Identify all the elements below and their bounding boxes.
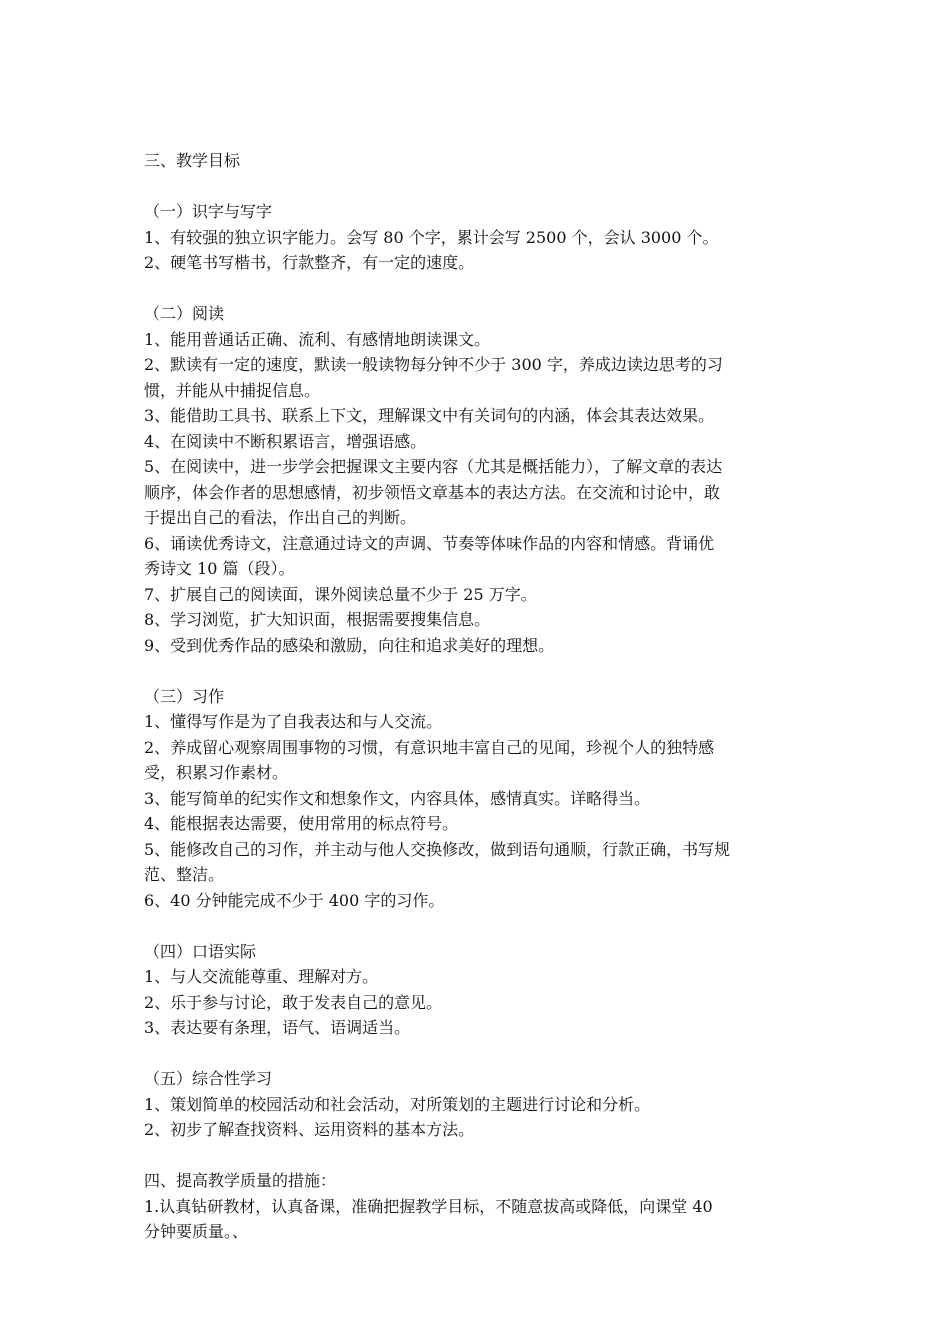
list-item: 4、在阅读中不断积累语言，增强语感。 — [144, 431, 427, 451]
list-item: 5、在阅读中，进一步学会把握课文主要内容（尤其是概括能力），了解文章的表达 — [144, 457, 723, 476]
list-item: 1、能用普通话正确、流利、有感情地朗读课文。 — [144, 329, 491, 349]
list-item: 7、扩展自己的阅读面，课外阅读总量不少于 25 万字。 — [144, 584, 537, 604]
list-item: 5、能修改自己的习作，并主动与他人交换修改，做到语句通顺，行款正确，书写规 — [144, 839, 731, 859]
list-item-continued: 受，积累习作素材。 — [144, 763, 289, 782]
list-item: 1、有较强的独立识字能力。会写 80 个字，累计会写 2500 个，会认 3000 个。 — [144, 227, 719, 247]
spacer — [144, 1041, 816, 1067]
list-item-continued: 秀诗文 10 篇（段）。 — [144, 559, 295, 578]
list-item: 3、能借助工具书、联系上下文，理解课文中有关词句的内涵，体会其表达效果。 — [144, 406, 715, 425]
spacer — [144, 174, 816, 200]
list-item-continued: 范、整洁。 — [144, 865, 225, 884]
list-item: 2、默读有一定的速度，默读一般读物每分钟不少于 300 字，养成边读边思考的习 — [144, 355, 723, 374]
subsection-heading-literacy: （一）识字与写字 — [144, 202, 273, 221]
list-item: 3、能写简单的纪实作文和想象作文，内容具体，感情真实。详略得当。 — [144, 788, 651, 808]
list-item: 2、乐于参与讨论，敢于发表自己的意见。 — [144, 992, 443, 1012]
subsection-heading-oral: （四）口语实际 — [144, 941, 257, 961]
list-item: 2、养成留心观察周围事物的习惯，有意识地丰富自己的见闻，珍视个人的独特感 — [144, 737, 715, 757]
list-item: 2、硬笔书写楷书，行款整齐，有一定的速度。 — [144, 253, 475, 272]
list-item: 9、受到优秀作品的感染和激励，向往和追求美好的理想。 — [144, 635, 555, 655]
spacer — [144, 913, 816, 939]
list-item: 1、与人交流能尊重、理解对方。 — [144, 967, 379, 986]
list-item: 1、懂得写作是为了自我表达和与人交流。 — [144, 712, 443, 731]
spacer — [144, 658, 816, 684]
list-item: 6、40 分钟能完成不少于 400 字的习作。 — [144, 890, 445, 910]
list-item-continued: 于提出自己的看法，作出自己的判断。 — [144, 508, 417, 527]
list-item-continued: 分钟要质量。、 — [144, 1222, 249, 1241]
subsection-heading-reading: （二）阅读 — [144, 304, 225, 323]
list-item: 4、能根据表达需要，使用常用的标点符号。 — [144, 814, 459, 833]
list-item: 3、表达要有条理，语气、语调适当。 — [144, 1018, 411, 1037]
spacer — [144, 1143, 816, 1169]
subsection-heading-writing: （三）习作 — [144, 686, 225, 706]
list-item: 2、初步了解查找资料、运用资料的基本方法。 — [144, 1120, 475, 1139]
spacer — [144, 276, 816, 302]
document-body — [144, 148, 816, 1245]
list-item-continued: 顺序，体会作者的思想感情，初步领悟文章基本的表达方法。在交流和讨论中，敢 — [144, 482, 721, 502]
list-item-continued: 惯，并能从中捕捉信息。 — [144, 380, 321, 400]
section-title-teaching-goals: 三、教学目标 — [144, 151, 241, 170]
list-item: 1.认真钻研教材，认真备课，准确把握教学目标，不随意拔高或降低，向课堂 40 — [144, 1196, 713, 1216]
list-item: 8、学习浏览，扩大知识面，根据需要搜集信息。 — [144, 610, 491, 629]
list-item: 1、策划简单的校园活动和社会活动，对所策划的主题进行讨论和分析。 — [144, 1094, 651, 1114]
section-title-measures: 四、提高教学质量的措施： — [144, 1171, 337, 1190]
list-item: 6、诵读优秀诗文，注意通过诗文的声调、节奏等体味作品的内容和情感。背诵优 — [144, 533, 715, 553]
subsection-heading-comprehensive: （五）综合性学习 — [144, 1069, 273, 1088]
